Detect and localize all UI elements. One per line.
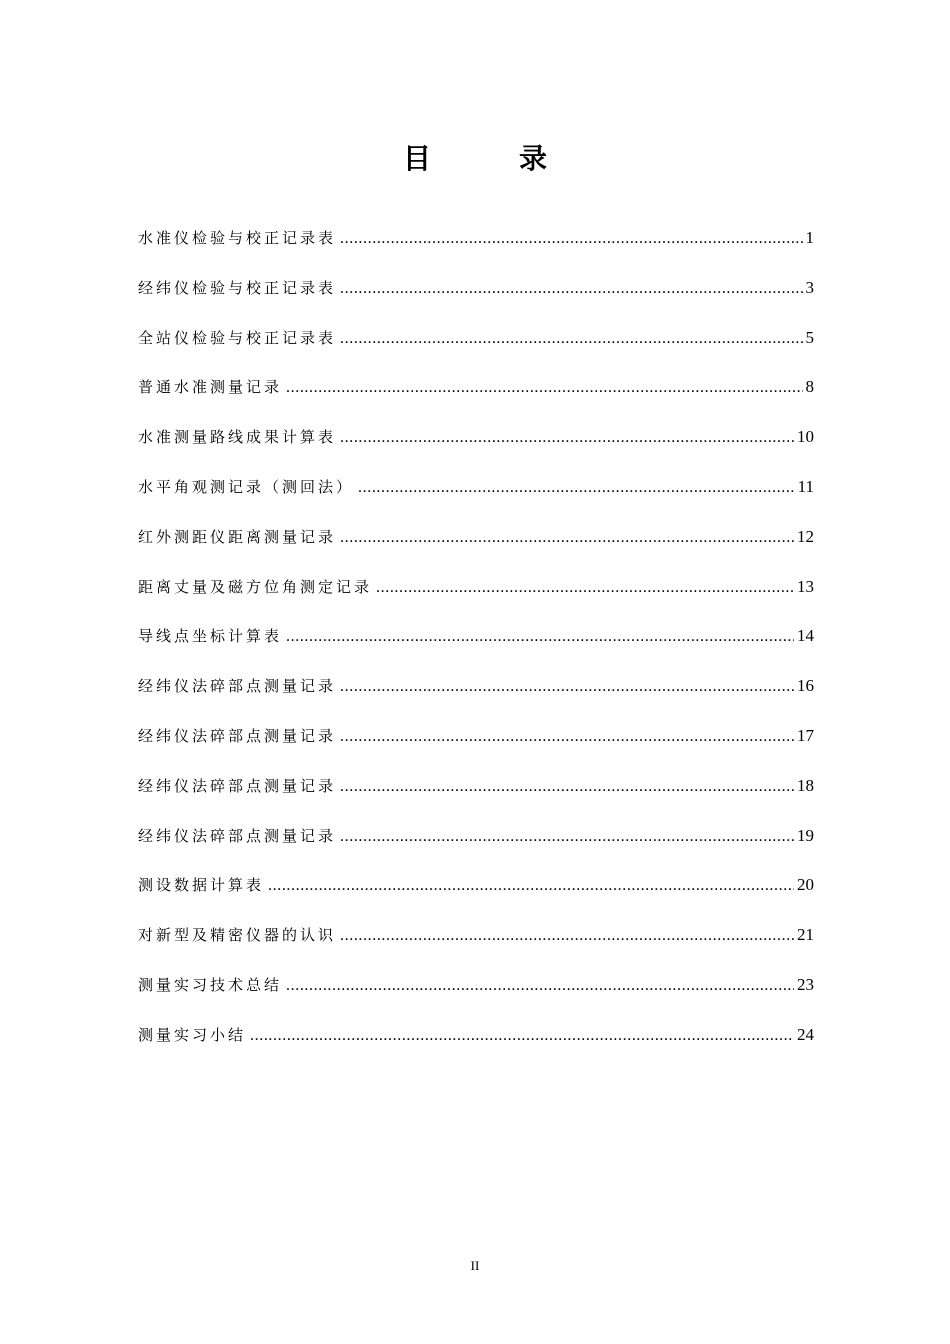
toc-entry-label: 经纬仪法碎部点测量记录 <box>138 726 337 745</box>
toc-entry-label: 经纬仪检验与校正记录表 <box>138 278 337 297</box>
toc-dot-leader <box>340 227 802 251</box>
table-of-contents <box>138 226 814 1073</box>
toc-entry[interactable] <box>138 425 814 475</box>
toc-entry-label: 测量实习技术总结 <box>138 975 283 994</box>
toc-entry[interactable] <box>138 923 814 973</box>
toc-dot-leader <box>250 1024 794 1048</box>
toc-entry[interactable] <box>138 475 814 525</box>
toc-entry-label: 对新型及精密仪器的认识 <box>138 926 337 945</box>
toc-entry-page: 17 <box>797 725 814 745</box>
toc-dot-leader <box>340 825 794 849</box>
toc-entry-page: 10 <box>797 427 814 447</box>
toc-dot-leader <box>340 526 794 550</box>
toc-entry[interactable] <box>138 375 814 425</box>
toc-entry-page: 19 <box>797 825 814 845</box>
title-char-2: 录 <box>519 142 548 175</box>
toc-dot-leader <box>340 924 794 948</box>
toc-entry[interactable] <box>138 873 814 923</box>
toc-entry-label: 测设数据计算表 <box>138 876 265 895</box>
title-char-1: 目 <box>402 142 431 175</box>
toc-entry-page: 8 <box>805 377 814 397</box>
toc-entry-page: 11 <box>797 476 814 496</box>
toc-entry-page: 1 <box>805 228 814 247</box>
toc-entry-page: 5 <box>805 327 814 347</box>
toc-dot-leader <box>340 675 794 699</box>
toc-entry[interactable] <box>138 226 814 276</box>
toc-entry-label: 红外测距仪距离测量记录 <box>138 527 337 546</box>
page-number: II <box>470 1258 480 1273</box>
toc-entry-label: 全站仪检验与校正记录表 <box>138 328 337 347</box>
toc-entry[interactable] <box>138 1023 814 1073</box>
toc-entry-page: 23 <box>797 974 814 994</box>
toc-dot-leader <box>286 625 794 649</box>
toc-entry-page: 16 <box>797 676 814 696</box>
toc-dot-leader <box>286 974 794 998</box>
toc-entry-page: 14 <box>797 626 814 646</box>
toc-dot-leader <box>340 725 794 749</box>
toc-dot-leader <box>340 426 794 450</box>
toc-entry-page: 3 <box>805 277 814 297</box>
toc-entry-page: 24 <box>797 1024 814 1044</box>
toc-dot-leader <box>340 277 802 301</box>
toc-entry-page: 18 <box>797 775 814 795</box>
toc-entry[interactable] <box>138 525 814 575</box>
toc-entry[interactable] <box>138 774 814 824</box>
toc-entry-label: 导线点坐标计算表 <box>138 627 283 646</box>
toc-entry[interactable] <box>138 575 814 625</box>
toc-entry-label: 经纬仪法碎部点测量记录 <box>138 776 337 795</box>
page-title <box>0 137 950 177</box>
toc-entry-label: 水准测量路线成果计算表 <box>138 428 337 447</box>
toc-dot-leader <box>376 576 794 600</box>
toc-entry-label: 普通水准测量记录 <box>138 378 283 397</box>
toc-entry-label: 距离丈量及磁方位角测定记录 <box>138 577 373 596</box>
toc-entry[interactable] <box>138 326 814 376</box>
toc-dot-leader <box>268 874 794 898</box>
toc-entry[interactable] <box>138 973 814 1023</box>
toc-entry[interactable] <box>138 276 814 326</box>
toc-entry-page: 12 <box>797 526 814 546</box>
toc-entry-page: 13 <box>797 576 814 596</box>
toc-entry[interactable] <box>138 724 814 774</box>
toc-entry-page: 20 <box>797 875 814 895</box>
toc-entry-label: 水平角观测记录（测回法） <box>138 477 355 496</box>
toc-entry[interactable] <box>138 624 814 674</box>
toc-dot-leader <box>340 775 794 799</box>
toc-entry-label: 经纬仪法碎部点测量记录 <box>138 826 337 845</box>
toc-entry-label: 测量实习小结 <box>138 1025 247 1044</box>
toc-entry-label: 水准仪检验与校正记录表 <box>138 229 337 247</box>
toc-dot-leader <box>286 376 802 400</box>
toc-entry-page: 21 <box>797 925 814 945</box>
toc-entry-label: 经纬仪法碎部点测量记录 <box>138 677 337 696</box>
toc-entry[interactable] <box>138 824 814 874</box>
toc-dot-leader <box>358 476 795 500</box>
toc-entry[interactable] <box>138 674 814 724</box>
toc-dot-leader <box>340 327 802 351</box>
